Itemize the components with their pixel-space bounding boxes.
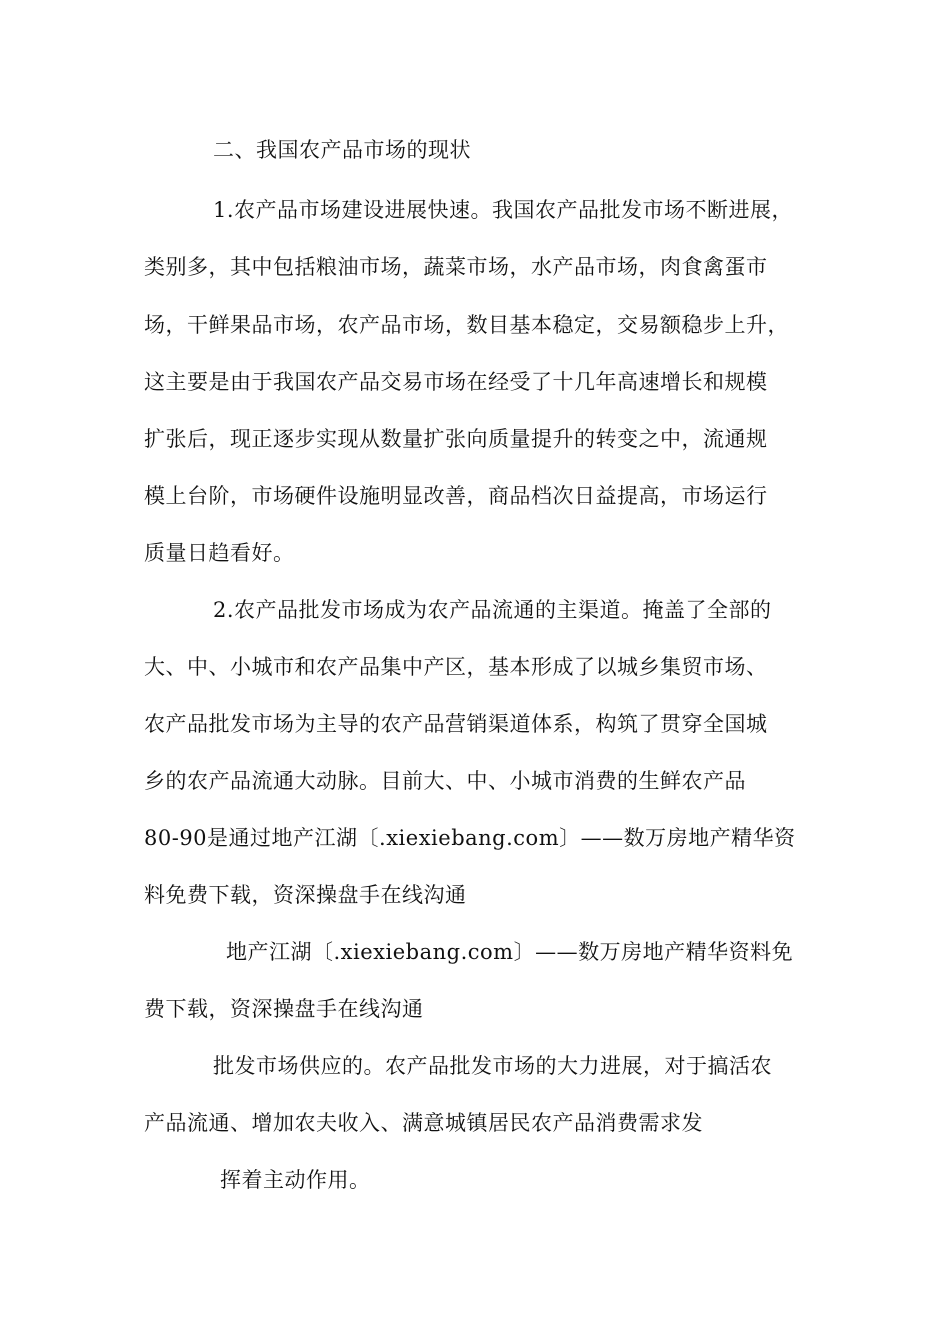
paragraph-line: 扩张后，现正逐步实现从数量扩张向质量提升的转变之中，流通规	[144, 427, 768, 451]
paragraph-line: 场，干鲜果品市场，农产品市场，数目基本稳定，交易额稳步上升，	[144, 313, 789, 337]
paragraph-line: 质量日趋看好。	[144, 541, 295, 565]
paragraph-line: 1.农产品市场建设进展快速。我国农产品批发市场不断进展，	[213, 198, 794, 222]
paragraph-line: 模上台阶，市场硬件设施明显改善，商品档次日益提高，市场运行	[144, 484, 768, 508]
paragraph-line: 挥着主动作用。	[220, 1168, 371, 1192]
paragraph-line: 大、中、小城市和农产品集中产区，基本形成了以城乡集贸市场、	[144, 655, 768, 679]
paragraph-line: 类别多，其中包括粮油市场，蔬菜市场，水产品市场，肉食禽蛋市	[144, 255, 768, 279]
paragraph-line: 80-90是通过地产江湖〔.xiexiebang.com〕——数万房地产精华资	[144, 826, 796, 850]
paragraph-line: 批发市场供应的。农产品批发市场的大力进展，对于搞活农	[213, 1054, 772, 1078]
paragraph-line: 料免费下载，资深操盘手在线沟通	[144, 883, 467, 907]
paragraph-line: 这主要是由于我国农产品交易市场在经受了十几年高速增长和规模	[144, 370, 768, 394]
paragraph-line: 乡的农产品流通大动脉。目前大、中、小城市消费的生鲜农产品	[144, 769, 746, 793]
paragraph-line: 费下载，资深操盘手在线沟通	[144, 997, 424, 1021]
paragraph-line: 2.农产品批发市场成为农产品流通的主渠道。掩盖了全部的	[213, 598, 772, 622]
paragraph-line: 农产品批发市场为主导的农产品营销渠道体系，构筑了贯穿全国城	[144, 712, 768, 736]
paragraph-line: 地产江湖〔.xiexiebang.com〕——数万房地产精华资料免	[226, 940, 794, 964]
section-heading: 二、我国农产品市场的现状	[213, 138, 471, 162]
paragraph-line: 产品流通、增加农夫收入、满意城镇居民农产品消费需求发	[144, 1111, 703, 1135]
